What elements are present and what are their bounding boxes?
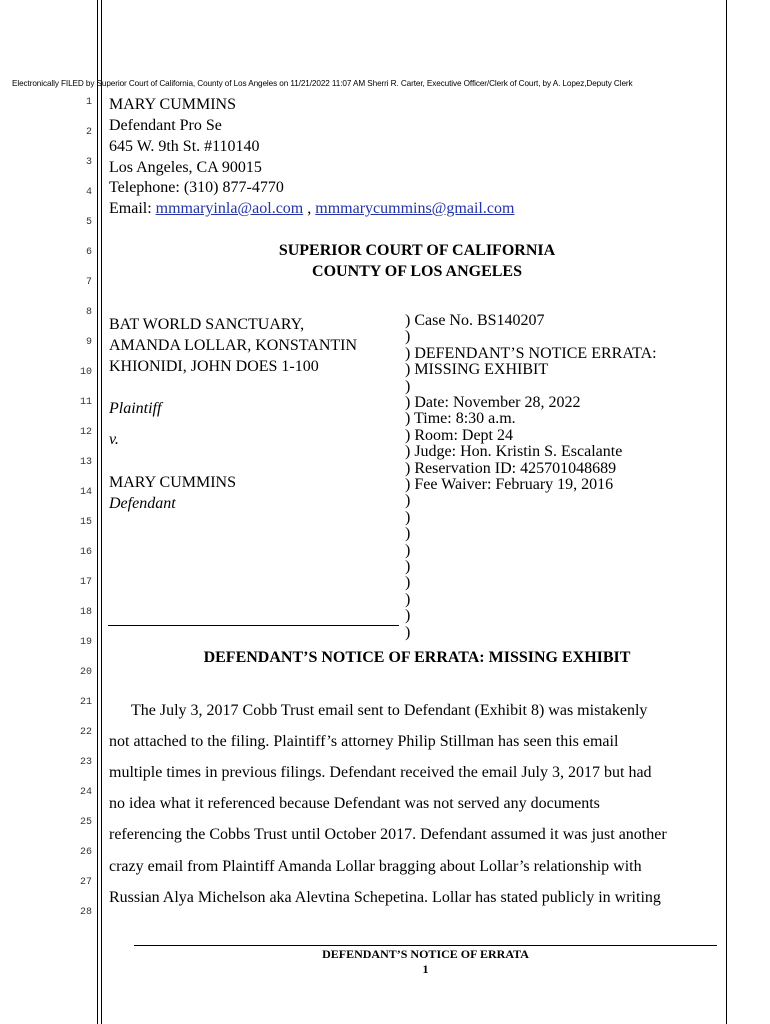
- electronic-filing-notice: Electronically FILED by Superior Court of California, County of Los Angeles on 11/21/2022 11:07 AM Sherri R. Carter, Executive Officer/Clerk of Court, by A. Lopez,Deputy Clerk: [12, 79, 633, 88]
- case-info-line: ) Date: November 28, 2022: [405, 394, 581, 411]
- document-title: DEFENDANT’S NOTICE OF ERRATA: MISSING EXHIBIT: [203, 649, 631, 666]
- case-info-line: ) Reservation ID: 425701048689: [405, 459, 617, 477]
- line-number: 2: [85, 127, 92, 138]
- plaintiffs-line-2: AMANDA LOLLAR, KONSTANTIN: [109, 337, 358, 354]
- line-number: 18: [79, 607, 92, 618]
- email-link-aol[interactable]: mmmaryinla@aol.com: [155, 200, 304, 217]
- case-info-line: ) Judge: Hon. Kristin S. Escalante: [405, 443, 623, 461]
- line-number: 11: [79, 397, 92, 408]
- versus-label: v.: [109, 431, 119, 448]
- body-line: multiple times in previous filings. Defendant received the email July 3, 2017 but had: [109, 764, 652, 781]
- case-info-line: ): [405, 607, 411, 625]
- telephone: Telephone: (310) 877-4770: [109, 179, 284, 196]
- email-link-gmail[interactable]: mmmarycummins@gmail.com: [315, 200, 515, 217]
- plaintiffs-line-3: KHIONIDI, JOHN DOES 1-100: [109, 358, 319, 375]
- court-name: SUPERIOR COURT OF CALIFORNIA: [278, 242, 556, 259]
- case-info-line: ): [405, 492, 411, 510]
- case-info-line: ): [405, 558, 411, 575]
- case-info-line: ): [405, 541, 411, 559]
- email-separator: ,: [303, 200, 316, 217]
- case-info-line: ) Fee Waiver: February 19, 2016: [405, 476, 614, 493]
- line-number: 15: [79, 517, 92, 528]
- court-county: COUNTY OF LOS ANGELES: [312, 263, 522, 280]
- line-number: 19: [79, 637, 92, 648]
- defendant-name: MARY CUMMINS: [109, 474, 236, 491]
- body-line: referencing the Cobbs Trust until October 2017. Defendant assumed it was just another: [109, 826, 667, 843]
- left-margin-rule-outer: [97, 0, 98, 1024]
- page-number: 1: [422, 962, 429, 976]
- case-info-line: ): [405, 377, 411, 395]
- body-line: The July 3, 2017 Cobb Trust email sent to Defendant (Exhibit 8) was mistakenly: [131, 702, 648, 719]
- plaintiff-label: Plaintiff: [109, 400, 162, 417]
- line-number: 24: [79, 787, 92, 798]
- case-info-line: ) Case No. BS140207: [405, 312, 545, 329]
- line-number: 26: [79, 847, 92, 858]
- party-role: Defendant Pro Se: [109, 117, 222, 134]
- footer-title: DEFENDANT’S NOTICE OF ERRATA: [322, 947, 529, 961]
- line-number: 9: [85, 337, 92, 348]
- case-info-line: ): [405, 328, 411, 346]
- case-info-line: ): [405, 590, 411, 608]
- case-info-line: ): [405, 574, 411, 592]
- plaintiffs-line-1: BAT WORLD SANCTUARY,: [109, 316, 305, 333]
- address-line-1: 645 W. 9th St. #110140: [109, 138, 260, 155]
- line-number: 21: [79, 697, 92, 708]
- email-line: [109, 199, 514, 219]
- body-line: not attached to the filing. Plaintiff’s attorney Philip Stillman has seen this email: [109, 733, 619, 750]
- caption-underline: [108, 625, 399, 626]
- line-number: 1: [85, 97, 92, 108]
- case-info-line: ): [405, 623, 411, 641]
- line-number: 28: [79, 907, 92, 918]
- line-number: 3: [85, 157, 92, 168]
- line-number: 4: [85, 187, 92, 198]
- right-margin-rule: [726, 0, 727, 1024]
- footer-rule: [134, 945, 717, 946]
- line-number: 17: [79, 577, 92, 588]
- defendant-label: Defendant: [109, 495, 176, 512]
- line-number: 8: [85, 307, 92, 318]
- address-line-2: Los Angeles, CA 90015: [109, 159, 262, 176]
- line-number: 14: [79, 487, 92, 498]
- email-label: Email:: [109, 200, 156, 217]
- line-number: 6: [85, 247, 92, 258]
- left-margin-rule-inner: [101, 0, 102, 1024]
- line-number: 22: [79, 727, 92, 738]
- line-number: 27: [79, 877, 92, 888]
- line-number: 13: [79, 457, 92, 468]
- case-info-line: ): [405, 525, 411, 543]
- case-info-line: ) Time: 8:30 a.m.: [405, 410, 516, 428]
- case-info-line: ) Room: Dept 24: [405, 426, 513, 444]
- line-number: 12: [79, 427, 92, 438]
- party-name: MARY CUMMINS: [109, 96, 236, 113]
- body-line: Russian Alya Michelson aka Alevtina Schepetina. Lollar has stated publicly in writing: [109, 889, 661, 906]
- line-number: 25: [79, 817, 92, 828]
- body-line: crazy email from Plaintiff Amanda Lollar bragging about Lollar’s relationship with: [109, 858, 642, 875]
- case-info-line: ): [405, 508, 411, 526]
- line-number: 16: [79, 547, 92, 558]
- line-number: 10: [79, 367, 92, 378]
- body-line: no idea what it referenced because Defendant was not served any documents: [109, 795, 600, 812]
- line-number: 23: [79, 757, 92, 768]
- line-number: 20: [79, 667, 92, 678]
- case-info-line: ) MISSING EXHIBIT: [405, 361, 549, 379]
- line-number: 7: [85, 277, 92, 288]
- line-number: 5: [85, 217, 92, 228]
- case-info-line: ) DEFENDANT’S NOTICE ERRATA:: [405, 344, 657, 362]
